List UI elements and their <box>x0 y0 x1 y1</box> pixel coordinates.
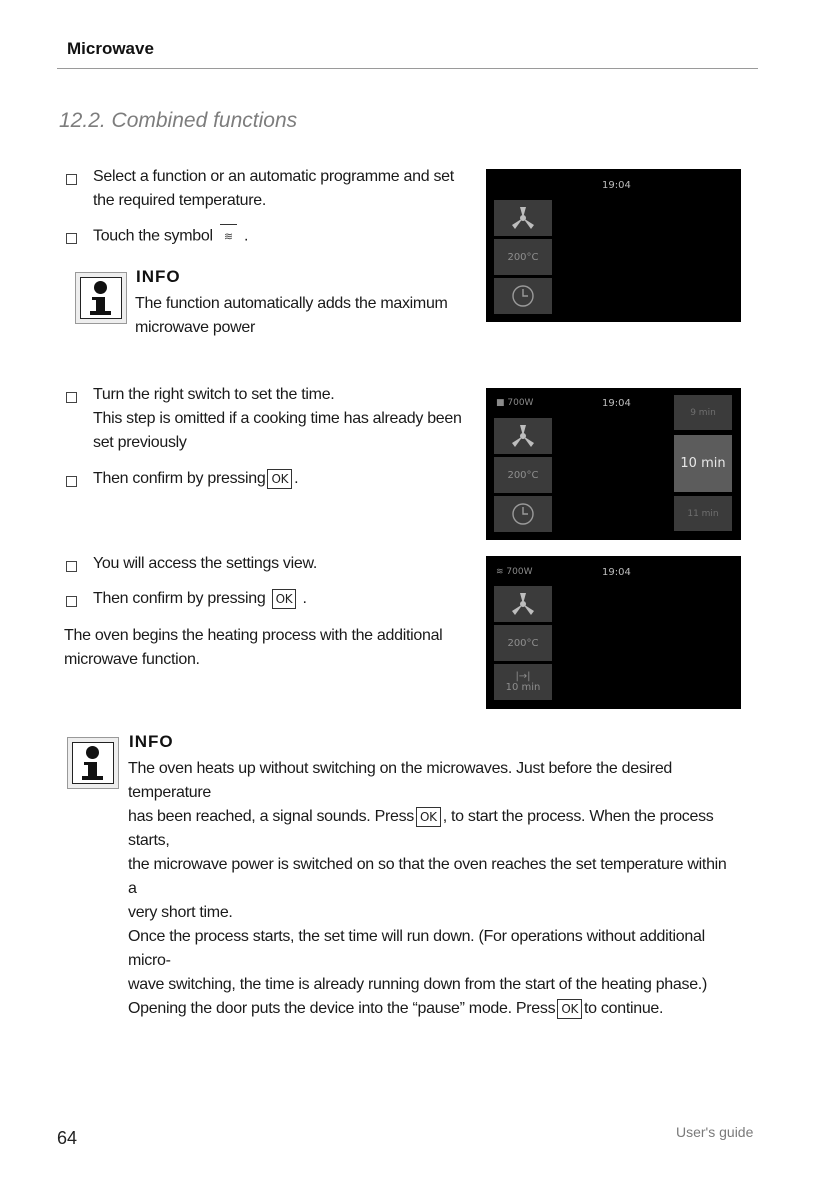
screen-power: ≋ 700W <box>496 567 533 577</box>
info-line: Once the process starts, the set time will run down. (For operations without additional micro- <box>128 928 705 969</box>
duration-arrow-icon: |→| <box>515 671 531 682</box>
step-select-function <box>93 165 454 213</box>
temperature-tile[interactable] <box>494 625 552 661</box>
step-text-end: . <box>302 590 307 607</box>
info-label: INFO <box>136 267 181 286</box>
step-text: Touch the symbol <box>93 227 213 245</box>
screen-time: 19:04 <box>602 398 631 409</box>
step-line: Turn the right switch to set the time. <box>93 386 335 403</box>
info-line: The function automatically adds the maximum <box>135 295 448 312</box>
timer-tile[interactable] <box>494 496 552 532</box>
duration-value: 10 min <box>505 682 541 693</box>
info-line: microwave power <box>135 319 255 336</box>
info-text-2 <box>128 757 732 1021</box>
footer-guide: User's guide <box>676 1124 754 1140</box>
screen-power: ■ 700W <box>496 398 534 408</box>
bullet-icon <box>66 392 77 403</box>
ok-key-icon: OK <box>557 999 582 1019</box>
screen-time: 19:04 <box>602 180 631 191</box>
step-line: set previously <box>93 434 187 451</box>
step-line: This step is omitted if a cooking time has already been <box>93 410 462 427</box>
step-line: the required temperature. <box>93 192 267 209</box>
info-line: very short time. <box>128 904 233 921</box>
temperature-value: 200°C <box>507 469 539 481</box>
fan-icon <box>510 206 536 230</box>
bullet-icon <box>66 476 77 487</box>
step-confirm-2 <box>93 587 307 611</box>
step-text-end: . <box>243 227 249 245</box>
paragraph-line: microwave function. <box>64 651 200 668</box>
screen-time: 19:04 <box>602 567 631 578</box>
info-icon <box>67 737 119 789</box>
step-text: Then confirm by pressing <box>93 590 266 607</box>
info-line: The oven heats up without switching on the microwaves. Just before the desired temperature <box>128 760 673 801</box>
heating-paragraph <box>64 624 448 672</box>
duration-tile[interactable] <box>494 664 552 700</box>
step-text-end: . <box>294 470 299 487</box>
timer-tile[interactable] <box>494 278 552 314</box>
time-option-next[interactable]: 11 min <box>674 496 732 531</box>
bullet-icon <box>66 561 77 572</box>
info-line: the microwave power is switched on so that the oven reaches the set temperature within a <box>128 856 727 897</box>
step-line: Select a function or an automatic programme and set <box>93 168 454 185</box>
page-number: 64 <box>57 1128 78 1148</box>
fan-function-tile[interactable] <box>494 586 552 622</box>
step-settings-view: You will access the settings view. <box>93 555 317 572</box>
fan-function-tile[interactable] <box>494 200 552 236</box>
microwave-symbol-icon: ≋ <box>220 224 237 249</box>
info-icon <box>75 272 127 324</box>
temperature-value: 200°C <box>507 251 539 263</box>
clock-icon <box>511 502 535 526</box>
step-text: Then confirm by pressing <box>93 470 266 487</box>
info-line: wave switching, the time is already running down from the start of the heating phase.) <box>128 976 707 993</box>
oven-screen-2 <box>486 388 741 540</box>
time-option-selected[interactable]: 10 min <box>674 435 732 492</box>
info-text-part: Opening the door puts the device into the “pause” mode. Press <box>128 1000 556 1017</box>
info-line <box>128 997 732 1021</box>
step-confirm-1 <box>93 467 298 491</box>
header-title: Microwave <box>67 39 154 58</box>
fan-icon <box>510 592 536 616</box>
bullet-icon <box>66 233 77 244</box>
temperature-value: 200°C <box>507 637 539 649</box>
ok-key-icon: OK <box>267 469 292 489</box>
temperature-tile[interactable] <box>494 239 552 275</box>
info-label: INFO <box>129 732 174 751</box>
fan-icon <box>510 424 536 448</box>
header-divider <box>57 68 758 69</box>
step-touch-symbol <box>93 224 248 249</box>
ok-key-icon: OK <box>272 589 297 609</box>
step-set-time <box>93 383 462 455</box>
clock-icon <box>511 284 535 308</box>
info-text-part: to continue. <box>584 1000 664 1017</box>
power-value: 700W <box>506 567 533 577</box>
oven-screen-3 <box>486 556 741 709</box>
info-text-part: , to start the process. When the process starts, <box>128 808 714 849</box>
time-option-prev[interactable]: 9 min <box>674 395 732 430</box>
temperature-tile[interactable] <box>494 457 552 493</box>
ok-key-icon: OK <box>416 807 441 827</box>
power-value: 700W <box>507 398 534 408</box>
info-text-part: has been reached, a signal sounds. Press <box>128 808 414 825</box>
paragraph-line: The oven begins the heating process with the additional <box>64 627 443 644</box>
section-title: 12.2. Combined functions <box>59 109 298 132</box>
bullet-icon <box>66 596 77 607</box>
bullet-icon <box>66 174 77 185</box>
info-text <box>135 292 448 340</box>
info-line <box>128 805 732 853</box>
fan-function-tile[interactable] <box>494 418 552 454</box>
oven-screen-1 <box>486 169 741 322</box>
